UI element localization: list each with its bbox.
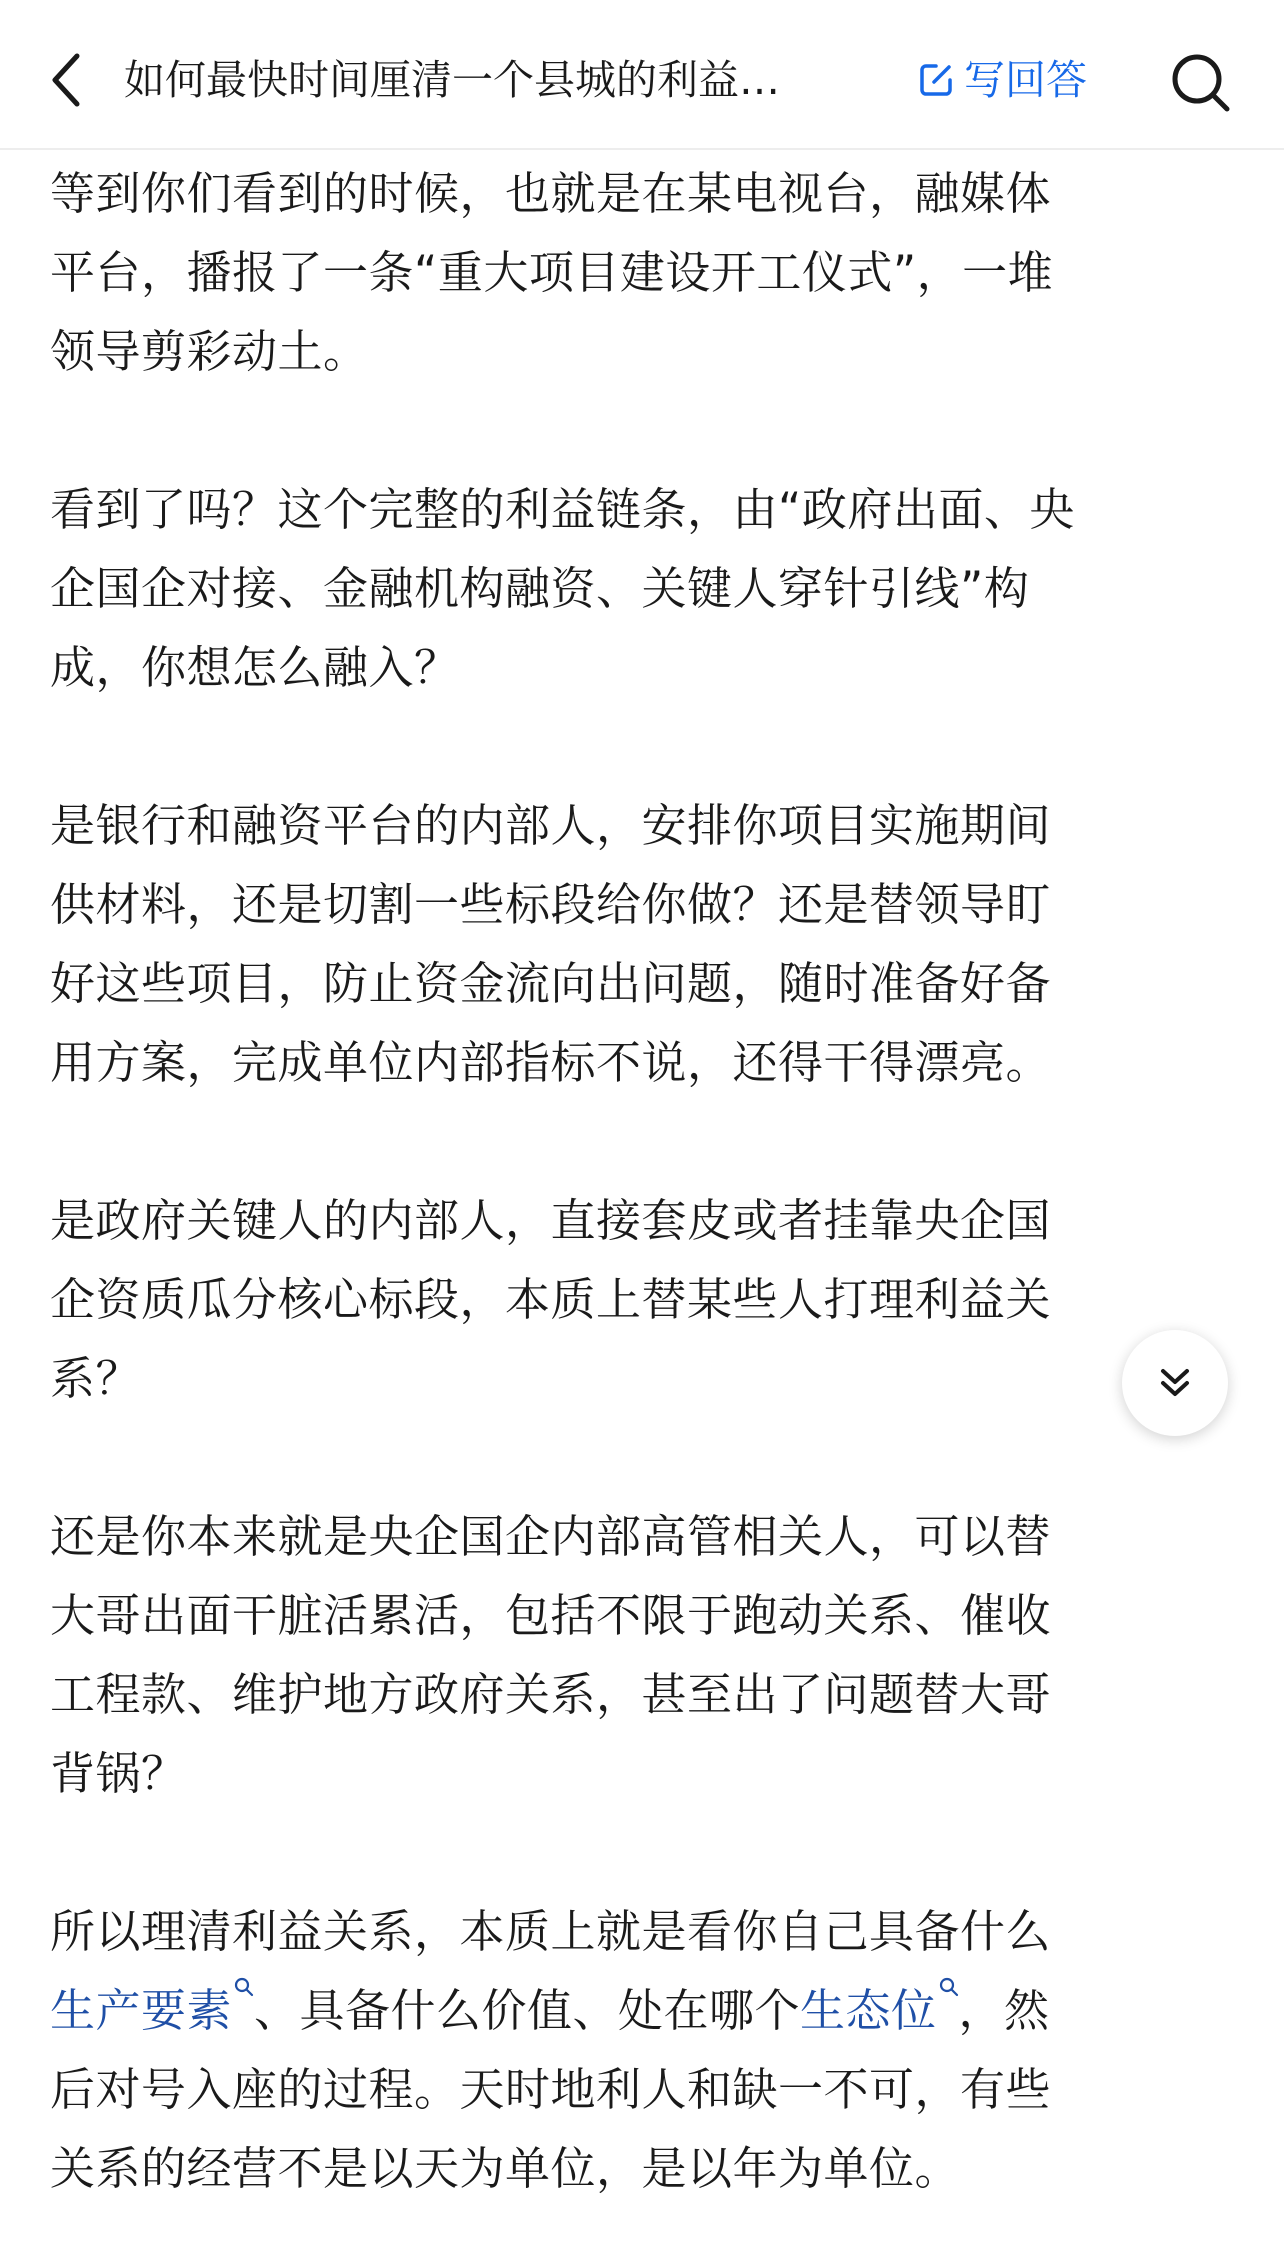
paragraph — [50, 786, 1240, 1102]
question-title[interactable]: 如何最快时间厘清一个县城的利益… — [124, 56, 780, 104]
text-line: 是政府关键人的内部人，直接套皮或者挂靠央企国 — [50, 1194, 1052, 1247]
text-line: 等到你们看到的时候，也就是在某电视台，融媒体 — [50, 167, 1052, 220]
paragraph — [50, 1497, 1240, 1813]
double-chevron-down-icon — [1155, 1363, 1195, 1403]
text-line: 企国企对接、金融机构融资、关键人穿针引线”构 — [50, 562, 1030, 615]
paragraph — [50, 1892, 1240, 2208]
text-line: 领导剪彩动土。 — [50, 325, 369, 378]
text-line: 看到了吗？这个完整的利益链条，由“政府出面、央 — [50, 483, 1075, 536]
text-fragment: ，然 — [958, 1984, 1050, 2037]
link-production-factors[interactable]: 生产要素 — [50, 1984, 233, 2037]
write-answer-label: 写回答 — [964, 56, 1087, 104]
top-bar — [0, 0, 1284, 150]
text-line: 大哥出面干脏活累活，包括不限于跑动关系、催收 — [50, 1589, 1052, 1642]
paragraph — [50, 470, 1240, 707]
paragraph — [50, 154, 1240, 391]
chevron-left-icon — [49, 52, 83, 108]
answer-content — [50, 150, 1240, 2208]
edit-square-icon — [916, 60, 956, 100]
link-ecological-niche[interactable]: 生态位 — [800, 1984, 937, 2037]
text-line: 企资质瓜分核心标段，本质上替某些人打理利益关 — [50, 1273, 1052, 1326]
text-line: 后对号入座的过程。天时地利人和缺一不可，有些 — [50, 2063, 1052, 2116]
text-fragment: 、具备什么价值、处在哪个 — [254, 1984, 801, 2037]
text-line: 成，你想怎么融入？ — [50, 641, 460, 694]
search-icon — [234, 1977, 254, 1997]
text-line: 所以理清利益关系，本质上就是看你自己具备什么 — [50, 1905, 1052, 1958]
paragraph — [50, 1181, 1240, 1418]
text-line: 用方案，完成单位内部指标不说，还得干得漂亮。 — [50, 1036, 1052, 1089]
text-line: 工程款、维护地方政府关系，甚至出了问题替大哥 — [50, 1668, 1052, 1721]
text-line: 背锅？ — [50, 1747, 187, 1800]
text-line: 好这些项目，防止资金流向出问题，随时准备好备 — [50, 957, 1052, 1010]
write-answer-button[interactable] — [916, 52, 1087, 108]
text-line — [50, 1971, 1240, 2050]
search-button[interactable] — [1166, 50, 1236, 116]
text-line: 供材料，还是切割一些标段给你做？还是替领导盯 — [50, 878, 1052, 931]
search-icon — [939, 1977, 959, 1997]
text-line: 关系的经营不是以天为单位，是以年为单位。 — [50, 2142, 961, 2195]
text-line: 平台，播报了一条“重大项目建设开工仪式”，一堆 — [50, 246, 1054, 299]
text-line: 是银行和融资平台的内部人，安排你项目实施期间 — [50, 799, 1052, 852]
text-line: 还是你本来就是央企国企内部高管相关人，可以替 — [50, 1510, 1052, 1563]
search-icon — [1170, 52, 1232, 114]
text-line: 系？ — [50, 1352, 142, 1405]
scroll-down-button[interactable] — [1122, 1330, 1228, 1436]
back-button[interactable] — [38, 50, 94, 110]
